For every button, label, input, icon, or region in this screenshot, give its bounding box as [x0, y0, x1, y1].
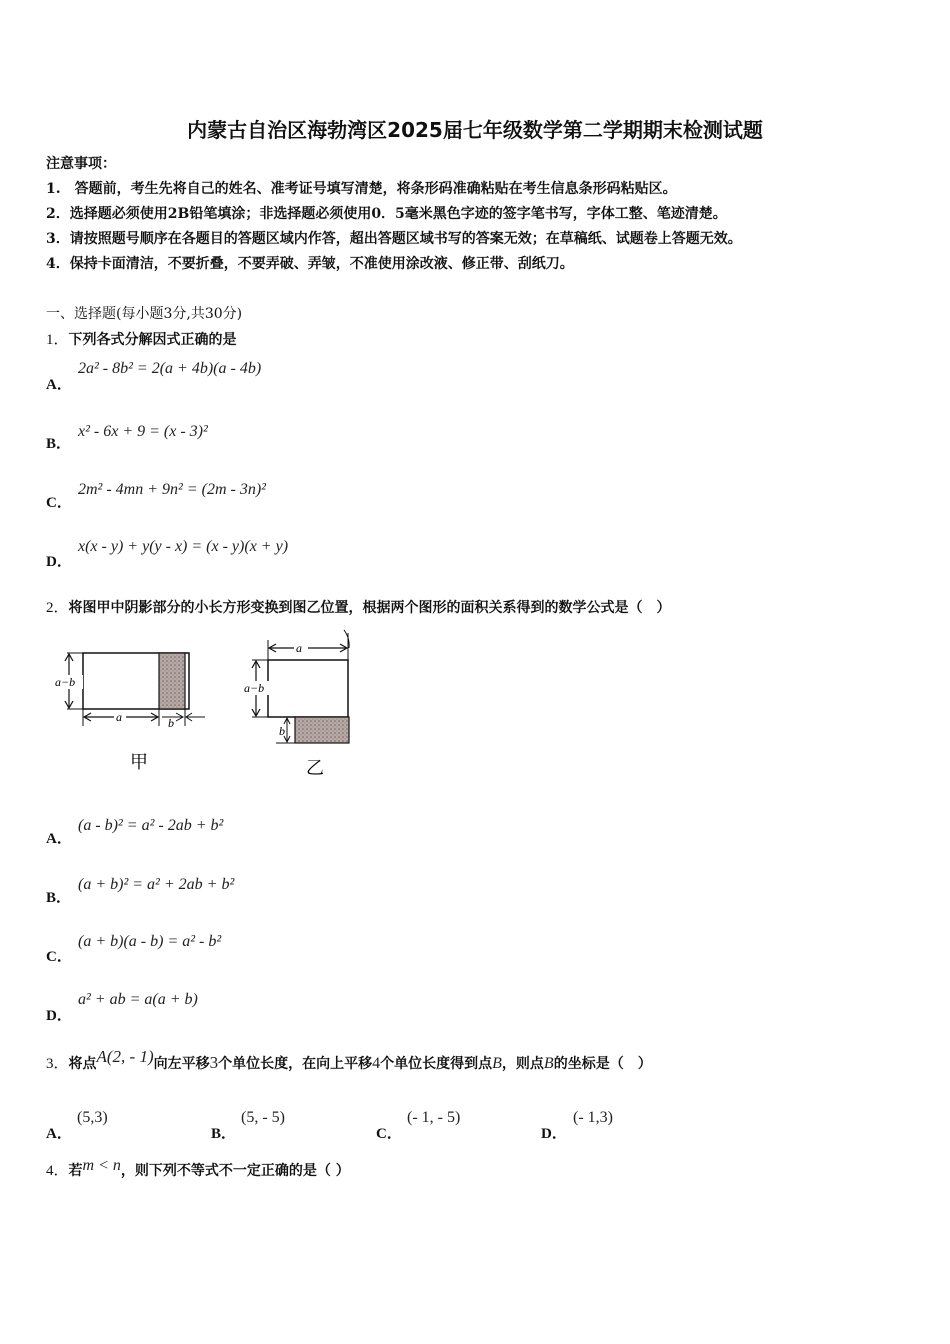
section-heading: 一、选择题(每小题3分,共30分) [46, 306, 243, 322]
notice-item: 1. 答题前，考生先将自己的姓名、准考证号填写清楚，将条形码准确粘贴在考生信息条形码粘贴区。 [46, 181, 677, 197]
question-text: ，则下列不等式不一定正确的是（ ） [120, 1163, 350, 1179]
option-label: B． [46, 890, 72, 906]
question-text: 个单位长度得到点 [380, 1056, 493, 1072]
question-text: 将图甲中阴影部分的小长方形变换到图乙位置，根据两个图形的面积关系得到的数学公式是（ ） [68, 600, 671, 616]
option-label: A． [46, 377, 72, 393]
figure-caption-yi: 乙 [306, 758, 324, 778]
question-text: 将点 [68, 1056, 97, 1072]
notice-item: 3．请按照题号顺序在各题目的答题区域内作答，超出答题区域书写的答案无效；在草稿纸、试题卷上答题无效。 [46, 231, 742, 247]
option-expression: (a + b)(a - b) = a² - b² [78, 933, 222, 950]
label-a-minus-b: a−b [244, 681, 265, 695]
option-label: B． [46, 436, 72, 452]
option-expression: (a - b)² = a² - 2ab + b² [78, 817, 224, 834]
notice-item: 2．选择题必须使用2B铅笔填涂；非选择题必须使用0．5毫米黑色字迹的签字笔书写，字体工整、笔迹清楚。 [46, 206, 727, 222]
question-text: 若 [68, 1163, 83, 1179]
option-label: D． [46, 554, 72, 570]
shaded-rectangle [295, 717, 349, 743]
question-text: 向左平移 [153, 1056, 210, 1072]
question-number: 1． [46, 332, 69, 348]
notice-heading: 注意事项： [46, 156, 116, 172]
question-1 [46, 328, 237, 349]
question-number: 2． [46, 600, 69, 616]
number-value: 3 [209, 1053, 219, 1072]
notice-item: 4．保持卡面清洁，不要折叠，不要弄破、弄皱，不准使用涂改液、修正带、刮纸刀。 [46, 256, 574, 272]
option-expression: (a + b)² = a² + 2ab + b² [78, 876, 235, 893]
figure-caption-jia: 甲 [130, 752, 148, 772]
figure-yi [242, 630, 349, 778]
question-text: 下列各式分解因式正确的是 [68, 332, 237, 348]
label-b: b [279, 724, 285, 738]
question-2 [46, 596, 671, 617]
option-label: A． [46, 831, 72, 847]
question-number: 3． [46, 1056, 69, 1072]
area-figure [50, 628, 370, 788]
question-4 [46, 1157, 350, 1182]
option-label: C． [376, 1126, 402, 1142]
option-label: C． [46, 495, 72, 511]
number-value: 4 [372, 1055, 381, 1072]
point-b: B [492, 1055, 502, 1072]
question-number: 4． [46, 1163, 69, 1179]
option-expression: a² + ab = a(a + b) [78, 991, 198, 1008]
option-expression: x(x - y) + y(y - x) = (x - y)(x + y) [78, 538, 289, 555]
option-label: A． [46, 1126, 72, 1142]
question-text: 个单位长度，在向上平移 [218, 1056, 373, 1072]
question-text: 的坐标是（ ） [553, 1056, 652, 1072]
option-expression: 2m² - 4mn + 9n² = (2m - 3n)² [78, 481, 266, 498]
option-label: B． [211, 1126, 237, 1142]
page-title: 内蒙古自治区海勃湾区2025届七年级数学第二学期期末检测试题 [187, 118, 763, 142]
option-expression: (5,3) [77, 1109, 108, 1126]
option-label: D． [541, 1126, 567, 1142]
option-expression: 2a² - 8b² = 2(a + 4b)(a - 4b) [78, 360, 262, 377]
option-expression: x² - 6x + 9 = (x - 3)² [78, 423, 208, 440]
label-a: a [116, 710, 122, 724]
label-a: a [296, 641, 302, 655]
question-3 [46, 1047, 652, 1075]
point-a: A(2, - 1) [96, 1047, 154, 1066]
option-label: C． [46, 949, 72, 965]
option-expression: (- 1, - 5) [407, 1109, 461, 1126]
shaded-rectangle [159, 653, 185, 709]
option-expression: (5, - 5) [241, 1109, 285, 1126]
option-expression: (- 1,3) [573, 1109, 613, 1126]
figure-jia [53, 653, 205, 772]
option-label: D． [46, 1008, 72, 1024]
label-a-minus-b: a−b [55, 675, 76, 689]
label-b: b [168, 716, 174, 730]
point-b: B [543, 1055, 554, 1072]
question-text: ，则点 [501, 1056, 544, 1072]
condition-expression: m < n [82, 1157, 121, 1174]
